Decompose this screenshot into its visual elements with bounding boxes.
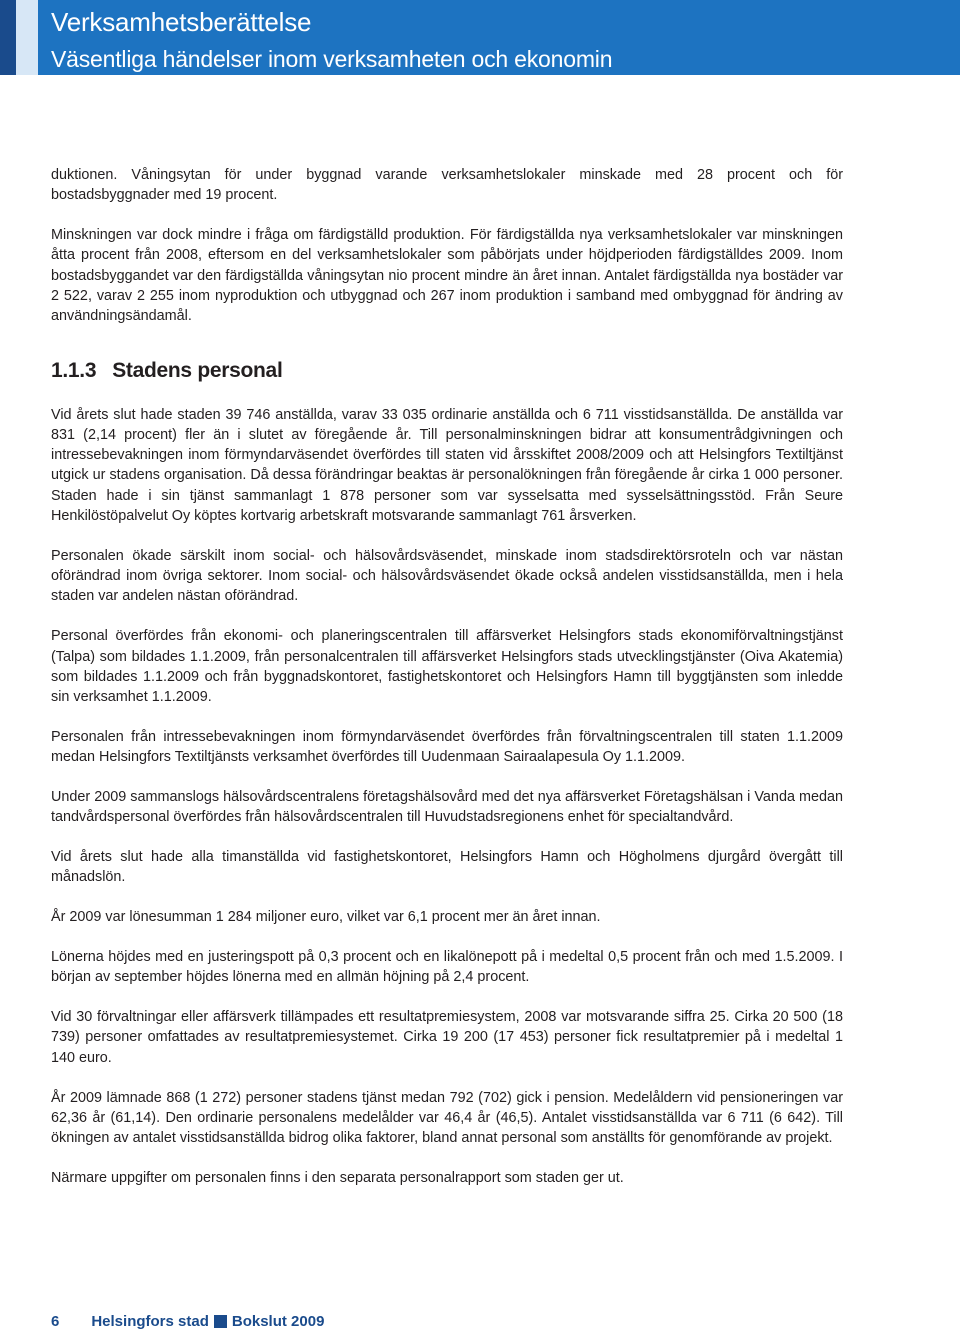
- paragraph: År 2009 var lönesumman 1 284 miljoner euro, vilket var 6,1 procent mer än året innan.: [51, 909, 601, 926]
- paragraph: Minskningen var dock mindre i fråga om färdigställd produktion. För färdigställda nya verksamhetslokaler var minskningen åtta procent från 2008, eftersom en del verksamhetslokaler som påbörjats under höjdperioden färdigställdes 2009. Inom bostadsbyggandet var den färdigställda våningsytan nio procent mindre än året innan. Antalet färdigställda nya bostäder var 2 522, varav 2 255 inom nyproduktion och utbyggnad och 267 inom produktion i samband med ombyggnad för ändring av användningsändamål.: [51, 227, 843, 325]
- section-heading: [51, 357, 843, 385]
- header-accent-stripe: [16, 0, 38, 75]
- paragraph: Vid årets slut hade staden 39 746 anställda, varav 33 035 ordinarie anställda och 6 711 visstidsanställda. De anställda var 831 (2,14 procent) fler än i slutet av föregående år. Till personalminskningen bidrar att konsumentrådgivningen och intressebevakningen inom förmyndarväsendet överfördes till staten vid årsskiftet 2008/2009 och att Helsingfors Textiltjänst utgick ur stadens organisation. Då dessa förändringar beaktas är personalökningen från föregående år cirka 1 000 personer. Staden hade i sin tjänst sammanlagt 1 878 personer som var sysselsatta med sysselsättningsstöd. Från Seure Henkilöstöpalvelut Oy köptes kortvarig arbetskraft motsvarande sammanlagt 761 årsverken.: [51, 406, 843, 525]
- main-content: [51, 165, 843, 1208]
- paragraph: Personalen ökade särskilt inom social- och hälsovårdsväsendet, minskade inom stadsdirektörsroteln och var nästan oförändrad inom övriga sektorer. Inom social- och hälsovårdsväsendet ökade också andelen visstidsanställda, men i hela staden var andelen nästan oförändrad.: [51, 547, 843, 605]
- footer-report: Bokslut 2009: [231, 1312, 325, 1330]
- paragraph: Lönerna höjdes med en justeringspott på 0,3 procent och en likalönepott på i medeltal 0,5 procent från och med 1.5.2009. I början av september höjdes lönerna med en allmän höjning på 2,4 procent.: [51, 949, 843, 986]
- section-title: Stadens personal: [112, 358, 283, 382]
- paragraph: Personalen från intressebevakningen inom förmyndarväsendet överfördes från förvaltningscentralen till staten 1.1.2009 medan Helsingfors Textiltjänsts verksamhet överfördes till Uudenmaan Sairaalapesula Oy 1.1.2009.: [51, 728, 843, 766]
- footer-organization: Helsingfors stad: [91, 1312, 209, 1330]
- paragraph: Närmare uppgifter om personalen finns i den separata personalrapport som staden ger ut.: [51, 1169, 624, 1186]
- paragraph: duktionen. Våningsytan för under byggnad varande verksamhetslokaler minskade med 28 procent och för bostadsbyggnader med 19 procent.: [51, 167, 843, 204]
- page-footer: [51, 1311, 324, 1331]
- paragraph: Vid 30 förvaltningar eller affärsverk tillämpades ett resultatpremiesystem, 2008 var motsvarande siffra 25. Cirka 20 500 (18 739) personer omfattades av resultatpremiesystemet. Cirka 19 200 (17 453) personer fick resultatpremier på i medeltal 1 140 euro.: [51, 1009, 843, 1066]
- paragraph: Personal överfördes från ekonomi- och planeringscentralen till affärsverket Helsingfors stads ekonomiförvaltningstjänst (Talpa) som bildades 1.1.2009, från personalcentralen till affärsverket Helsingfors stads utvecklingstjänster (Oiva Akatemia) som bildades 1.1.2009 och från byggnadskontoret, fastighetskontoret och Helsingfors Hamn till byggtjänsten som inledde sin verksamhet 1.1.2009.: [51, 628, 843, 706]
- square-separator-icon: [214, 1315, 227, 1328]
- page-number: 6: [51, 1312, 60, 1330]
- page-header: [0, 0, 960, 75]
- header-accent-bar: [0, 0, 16, 75]
- paragraph: Under 2009 sammanslogs hälsovårdscentralens företagshälsovård med det nya affärsverket Företagshälsan i Vanda medan tandvårdspersonal överfördes från hälsovårdscentralen till Huvudstadsregionens enhet för specialtandvård.: [51, 789, 843, 826]
- header-title: Verksamhetsberättelse: [51, 7, 312, 37]
- section-number: 1.1.3: [51, 358, 97, 382]
- paragraph: År 2009 lämnade 868 (1 272) personer stadens tjänst medan 792 (702) gick i pension. Medelåldern vid pensioneringen var 62,36 år (61,14). Den ordinarie personalens medelålder var 46,4 år (46,5). Antalet visstidsanställda var 6 711 (6 642). Till ökningen av antalet visstidsanställda bidrog olika faktorer, bland annat personal som anställts för genomförande av projekt.: [51, 1089, 843, 1147]
- paragraph: Vid årets slut hade alla timanställda vid fastighetskontoret, Helsingfors Hamn och Högholmens djurgård övergått till månadslön.: [51, 849, 843, 886]
- header-subtitle: Väsentliga händelser inom verksamheten och ekonomin: [51, 46, 613, 72]
